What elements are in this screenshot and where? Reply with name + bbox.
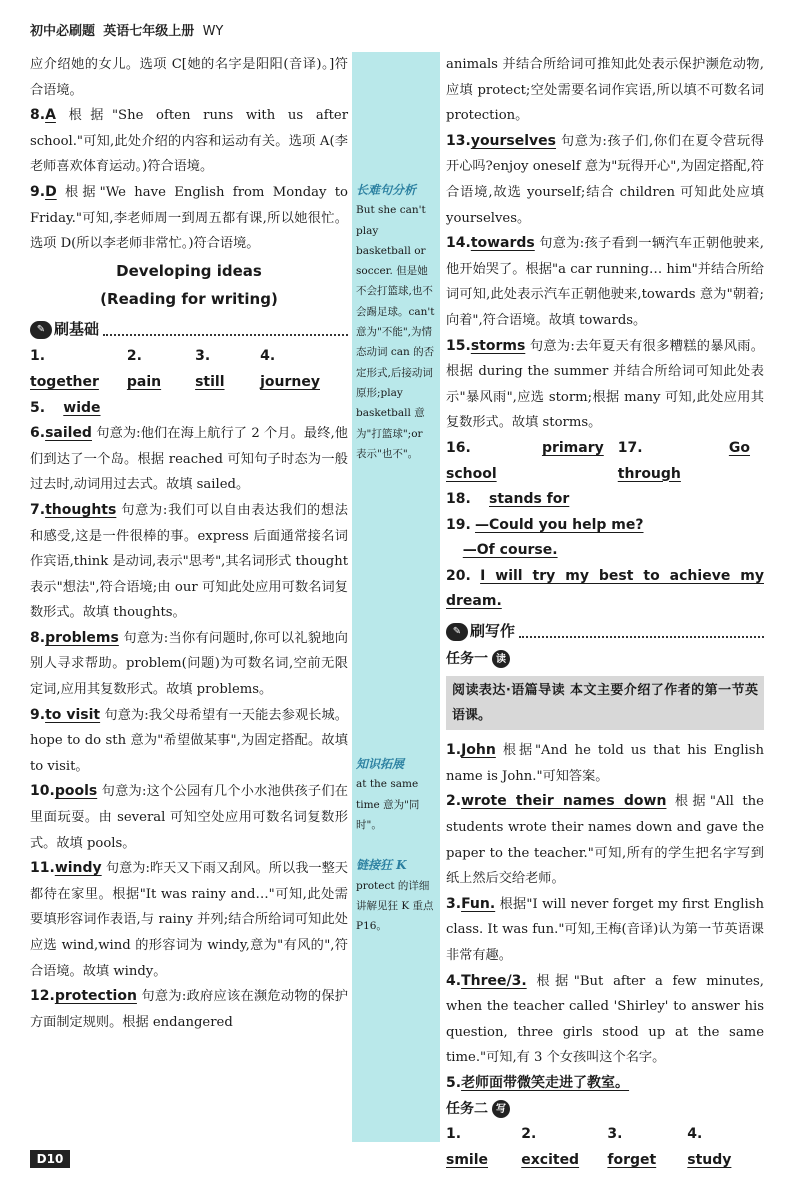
right-column — [446, 52, 764, 1173]
answer-text: primary school — [446, 439, 604, 482]
right-items-b — [446, 738, 764, 1096]
explanation-text: 句意为:政府应该在濒危动物的保护方面制定规则。根据 endangered — [30, 989, 348, 1030]
answer-text: pain — [126, 373, 162, 390]
explanation-text: 句意为:这个公园有几个小水池供孩子们在里面玩耍。由 several 可知空处应用可数名词复数形式。故填 pools。 — [30, 784, 348, 851]
page-number: D10 — [30, 1150, 70, 1168]
explanation-text: 根据"But after a few minutes, when the teacher called 'Shirley' to answer his question, three girls stood up at the same time."可知,有 3 个女孩叫这个名字。 — [446, 973, 764, 1066]
side-title-analysis: 长难句分析 — [356, 183, 417, 197]
side-box-extension — [352, 754, 440, 835]
answer-text: pools — [54, 783, 98, 800]
answer-item: 2.wrote their names down 根据"All the students wrote their names down and gave the paper to the teacher."可知,所有的学生把名字写到纸上然后交给老师。 — [446, 793, 764, 887]
answer-pair: 17. Go through — [617, 439, 750, 482]
side-title-link: 链接狂 K — [356, 858, 407, 873]
side-text-link: protect 的详细讲解见狂 K 重点 P16。 — [356, 879, 434, 933]
answer-pair: 4. journey — [260, 348, 320, 390]
answer-text: still — [195, 373, 225, 390]
answer-line-2 — [30, 396, 348, 422]
answer-item: 15.storms 句意为:去年夏天有很多糟糕的暴风雨。根据 during the summer 并结合所给词可知此处表示"暴风雨",应选 storm;根据 many 可知,此处应用其复数形式。故填 storms。 — [446, 337, 764, 431]
answer-text: stands for — [489, 491, 570, 508]
answer-pair: 1. smile — [446, 1126, 489, 1168]
left-column — [30, 52, 348, 1035]
side-box-link — [352, 855, 440, 936]
answer-text: towards — [470, 235, 535, 252]
side-text-extension: at the same time 意为"同时"。 — [356, 778, 420, 832]
answer-text: Three/3. — [461, 972, 527, 989]
answer-item: 11.windy 句意为:昨天又下雨又刮风。所以我一整天都待在家里。根据"It was rainy and…"可知,此处需要填形容词作表语,与 rainy 并列;结合所给词可知此处应选 wind,wind 的形容词为 windy,意为"有风的",符合语境。故填 windy。 — [30, 860, 348, 979]
answer-item: 1.John 根据"And he told us that his English name is John."可知答案。 — [446, 742, 764, 784]
answer-text: storms — [470, 337, 526, 354]
explanation-text: 句意为:去年夏天有很多糟糕的暴风雨。根据 during the summer 并结合所给词可知此处表示"暴风雨",应选 storm;根据 many 可知,此处应用其复数形式。故填 storms。 — [446, 338, 764, 431]
answer-text: Fun. — [461, 895, 496, 912]
answer-pair: 16. primary school — [446, 439, 604, 482]
answer-line-16 — [446, 436, 764, 487]
answer-text: 老师面带微笑走进了教室。 — [461, 1074, 630, 1091]
answer-item: 8.problems 句意为:当你有问题时,你可以礼貌地向别人寻求帮助。problem(问题)为可数名词,空前无限定词,应用其复数形式。故填 problems。 — [30, 629, 348, 698]
answer-text: yourselves — [470, 132, 557, 149]
section-title: Developing ideas — [116, 261, 262, 280]
answer-text: D — [45, 183, 57, 200]
answer-line-last — [446, 1122, 764, 1173]
answer-item: 9.to visit 句意为:我父母希望有一天能去参观长城。hope to do sth 意为"希望做某事",为固定搭配。故填 to visit。 — [30, 706, 348, 774]
section-subtitle: (Reading for writing) — [100, 289, 278, 308]
answer-19a: —Could you help me? — [475, 516, 644, 533]
write-badge: 写 — [492, 1100, 510, 1118]
answer-text: to visit — [45, 706, 101, 723]
intro-text: 应介绍她的女儿。选项 C[她的名字是阳阳(音译)。]符合语境。 — [30, 57, 348, 98]
task-2: 任务二 写 — [446, 1097, 764, 1123]
section-writing — [446, 619, 764, 645]
question-19: 19. —Could you help me? —Of course. — [446, 516, 644, 559]
explanation-text: 句意为:他们在海上航行了 2 个月。最终,他们到达了一个岛。根据 reached 可知句子时态为一般过去时,动词用过去式。故填 sailed。 — [30, 426, 348, 493]
answer-text: study — [687, 1151, 732, 1168]
answer-item: 12.protection 句意为:政府应该在濒危动物的保护方面制定规则。根据 endangered — [30, 988, 348, 1030]
answer-item: 8.A 根据"She often runs with us after school."可知,此处介绍的内容和运动有关。选项 A(李老师喜欢体育运动。)符合语境。 — [30, 107, 349, 175]
explanation-text: 根据"All the students wrote their names down and gave the paper to the teacher."可知,所有的学生把名字写到纸上然后交给老师。 — [446, 794, 764, 887]
explanation-text: 句意为:昨天又下雨又刮风。所以我一整天都待在家里。根据"It was rainy and…"可知,此处需要填形容词作表语,与 rainy 并列;结合所给词可知此处应选 wind,wind 的形容词为 windy,意为"有风的",符合语境。故填 windy。 — [30, 861, 348, 979]
answer-item: 3.Fun. 根据"I will never forget my first English class. It was fun."可知,王梅(音译)认为第一节英语课非常有趣。 — [446, 895, 764, 963]
answer-19b: —Of course. — [462, 542, 558, 559]
answer-text: protection — [54, 988, 137, 1005]
answer-text: Go through — [617, 439, 750, 482]
answer-item: 10.pools 句意为:这个公园有几个小水池供孩子们在里面玩耍。由 several 可知空处应用可数名词复数形式。故填 pools。 — [30, 783, 348, 851]
answer-text: windy — [54, 860, 102, 877]
answer-item: 7.thoughts 句意为:我们可以自由表达我们的想法和感受,这是一件很棒的事。express 后面通常接名词作宾语,think 是动词,表示"思考",其名词形式 thought 表示"想法",符合语境;由 our 可知此处应用可数名词复数形式。故填 thoughts。 — [30, 501, 348, 621]
task-1: 任务一 读 — [446, 647, 764, 673]
explanation-text: 句意为:孩子看到一辆汽车正朝他驶来,他开始哭了。根据"a car running… him"并结合所给词可知,此处表示汽车正朝他驶来,towards 意为"朝着;向着",符合语境。故填 towards。 — [446, 236, 764, 328]
answer-text: excited — [521, 1151, 580, 1168]
answer-pair: 18. stands for — [446, 491, 570, 508]
dotted-divider — [519, 626, 764, 638]
book-title: 英语七年级上册 — [103, 24, 195, 39]
answer-line-1 — [30, 344, 348, 395]
reading-guide-box: 阅读表达·语篇导读 本文主要介绍了作者的第一节英语课。 — [446, 676, 764, 730]
answer-pair: 2. excited — [521, 1126, 580, 1168]
side-text-analysis: But she can't play basketball or soccer. 但是她不会打篮球,也不会踢足球。can't 意为"不能",为情态动词 can 的否定形式,后接动词原形;play basketball 意为"打篮球";or 表示"也不"。 — [356, 204, 435, 460]
answer-pair: 3. still — [195, 348, 225, 390]
answer-pair: 4. study — [687, 1126, 732, 1168]
answer-text: forget — [607, 1151, 657, 1168]
answer-pair: 5. wide — [30, 399, 101, 416]
pencil-icon: ✎ — [446, 623, 468, 641]
answer-text: A — [45, 107, 56, 124]
continued-text: animals 并结合所给词可推知此处表示保护濒危动物,应填 protect;空处需要名词作宾语,所以填不可数名词 protection。 — [446, 57, 764, 124]
dotted-divider — [103, 324, 348, 336]
explanation-text: 根据"We have English from Monday to Friday."可知,李老师周一到周五都有课,所以她很忙。选项 D(所以李老师非常忙。)符合语境。 — [30, 184, 348, 252]
answer-text: problems — [45, 629, 119, 646]
side-title-extension: 知识拓展 — [356, 757, 405, 772]
pencil-icon: ✎ — [30, 321, 52, 339]
answer-pair: 2. pain — [126, 348, 162, 390]
right-items-a — [446, 129, 764, 436]
left-items-b — [30, 421, 348, 1035]
explanation-text: 根据"She often runs with us after school."可知,此处介绍的内容和运动有关。选项 A(李老师喜欢体育运动。)符合语境。 — [30, 108, 349, 175]
section-basic-label: 刷基础 — [54, 319, 100, 338]
section-basic — [30, 317, 348, 343]
question-20: 20. I will try my best to achieve my dream. — [446, 567, 764, 610]
answer-line-18 — [446, 487, 764, 513]
answer-text: together — [30, 373, 99, 390]
answer-item: 4.Three/3. 根据"But after a few minutes, when the teacher called 'Shirley' to answer his question, three girls stood up at the same time."可知,有 3 个女孩叫这个名字。 — [446, 972, 764, 1066]
side-notes — [352, 52, 440, 1142]
answer-text: journey — [260, 373, 320, 390]
answer-text: wide — [63, 399, 101, 416]
answer-item: 13.yourselves 句意为:孩子们,你们在夏令营玩得开心吗?enjoy oneself 意为"玩得开心",为固定搭配,符合语境,故选 yourself;结合 children 可知此处应填 yourselves。 — [446, 132, 764, 226]
page-header — [30, 20, 223, 39]
answer-20: I will try my best to achieve my dream. — [446, 567, 764, 610]
answer-item: 5.老师面带微笑走进了教室。 — [446, 1074, 630, 1091]
book-series: 初中必刷题 — [30, 24, 96, 39]
answer-item: 6.sailed 句意为:他们在海上航行了 2 个月。最终,他们到达了一个岛。根据 reached 可知句子时态为一般过去时,动词用过去式。故填 sailed。 — [30, 425, 348, 493]
explanation-text: 句意为:我们可以自由表达我们的想法和感受,这是一件很棒的事。express 后面通常接名词作宾语,think 是动词,表示"思考",其名词形式 thought 表示"想法",符合语境;由 our 可知此处应用可数名词复数形式。故填 thoughts。 — [30, 502, 348, 621]
answer-text: John — [461, 742, 496, 759]
answer-text: thoughts — [45, 501, 117, 518]
side-box-analysis — [352, 180, 440, 464]
answer-text: sailed — [45, 425, 92, 442]
explanation-text: 根据"And he told us that his English name is John."可知答案。 — [446, 743, 764, 784]
answer-pair: 1. together — [30, 348, 99, 390]
section-writing-label: 刷写作 — [470, 622, 516, 641]
answer-text: smile — [446, 1151, 489, 1168]
read-badge: 读 — [492, 650, 510, 668]
answer-item: 9.D 根据"We have English from Monday to Friday."可知,李老师周一到周五都有课,所以她很忙。选项 D(所以李老师非常忙。)符合语境。 — [30, 183, 348, 252]
explanation-text: 句意为:当你有问题时,你可以礼貌地向别人寻求帮助。problem(问题)为可数名词,空前无限定词,应用其复数形式。故填 problems。 — [30, 630, 348, 698]
answer-text: wrote their names down — [461, 793, 667, 810]
answer-item: 14.towards 句意为:孩子看到一辆汽车正朝他驶来,他开始哭了。根据"a car running… him"并结合所给词可知,此处表示汽车正朝他驶来,towards 意为"朝着;向着",符合语境。故填 towards。 — [446, 235, 764, 328]
explanation-text: 句意为:我父母希望有一天能去参观长城。hope to do sth 意为"希望做某事",为固定搭配。故填 to visit。 — [30, 707, 348, 774]
answer-pair: 3. forget — [607, 1126, 657, 1168]
explanation-text: 根据"I will never forget my first English class. It was fun."可知,王梅(音译)认为第一节英语课非常有趣。 — [446, 896, 764, 963]
book-edition: WY — [202, 24, 224, 39]
left-items-a — [30, 103, 348, 257]
explanation-text: 句意为:孩子们,你们在夏令营玩得开心吗?enjoy oneself 意为"玩得开心",为固定搭配,符合语境,故选 yourself;结合 children 可知此处应填 yourselves。 — [446, 133, 764, 226]
